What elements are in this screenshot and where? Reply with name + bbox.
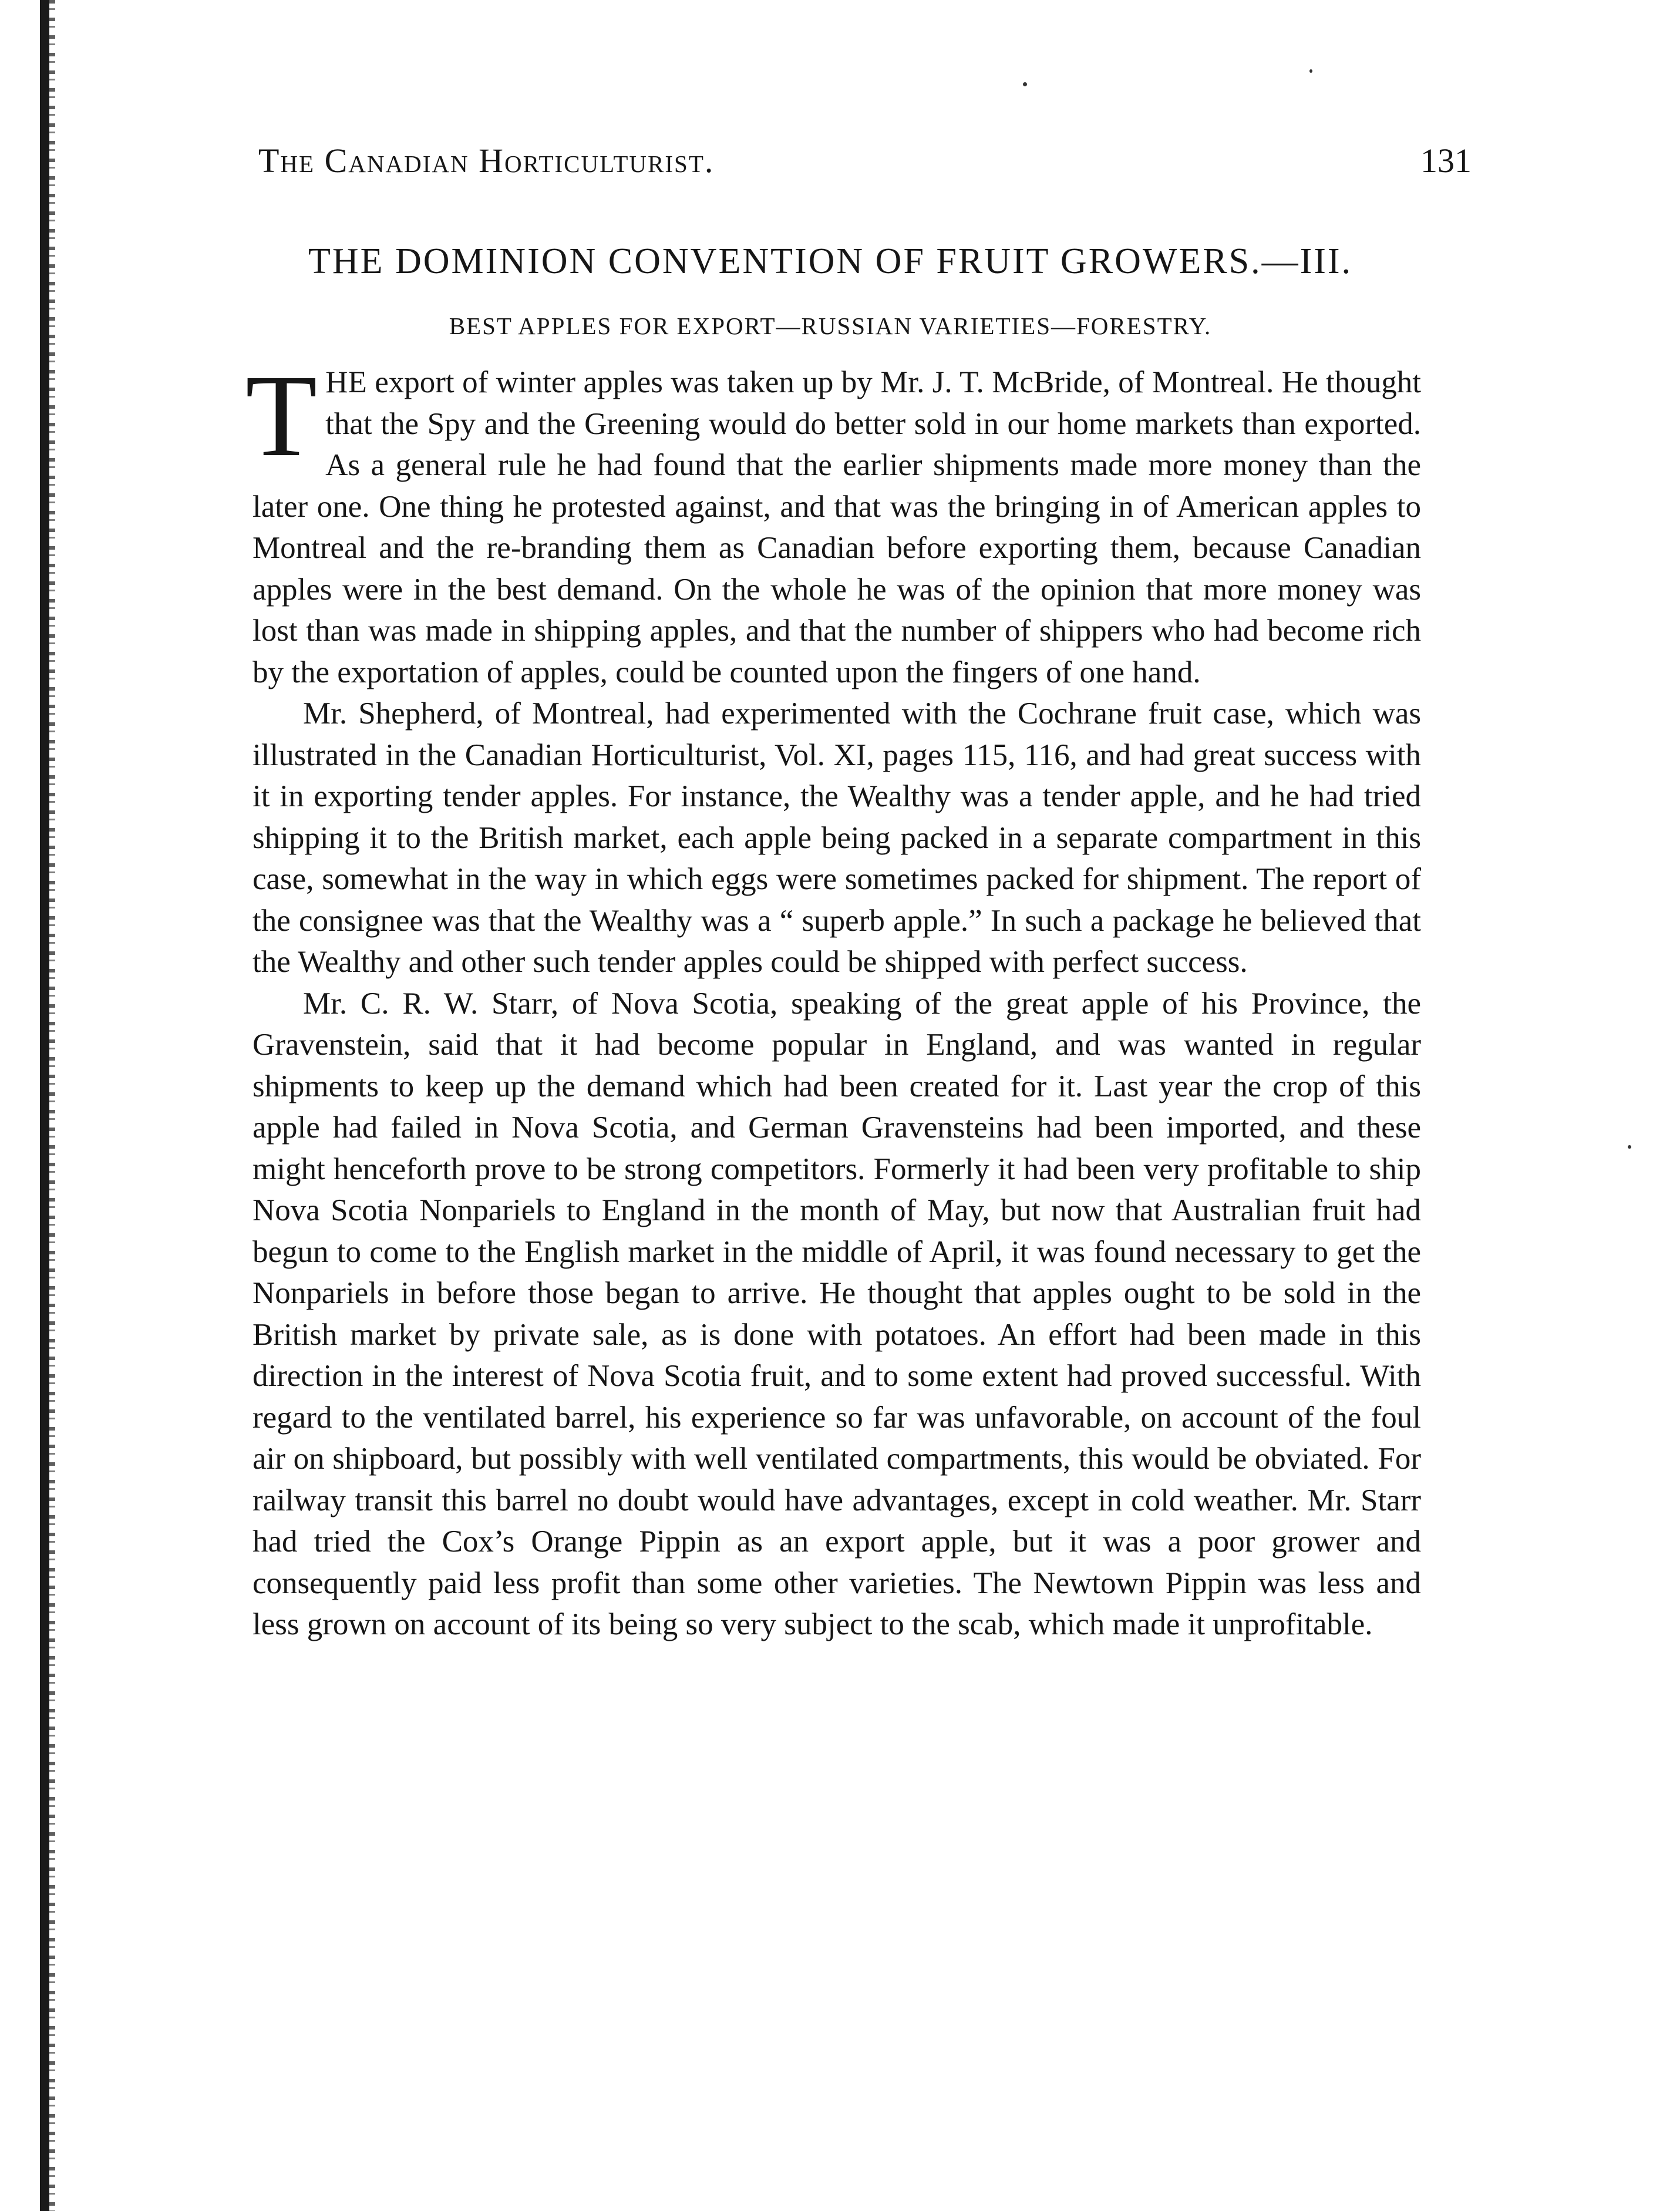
paragraph-1-text: HE export of winter apples was taken up by Mr. J. T. McBride, of Montreal. He thought that the Spy and the Greening would do better sold in our home markets than exported. As a general rule he had found that the earlier shipments made more money than the later one. One thing he protested against, and that was the bringing in of American apples to Montreal and the re-branding them as Canadian before exporting them, because Canadian apples were in the best demand. On the whole he was of the opinion that more money was lost than was made in shipping apples, and that the number of shippers who had become rich by the exportation of apples, could be counted upon the fingers of one hand. [252, 365, 1421, 689]
article-subtitle: BEST APPLES FOR EXPORT—RUSSIAN VARIETIES—FORESTRY. [449, 312, 1212, 339]
scan-speck [1023, 82, 1027, 86]
article-title: THE DOMINION CONVENTION OF FRUIT GROWERS.—III. [308, 241, 1353, 281]
paragraph-1 [245, 351, 1421, 693]
scan-speck [1628, 1145, 1631, 1149]
paragraph-3: Mr. C. R. W. Starr, of Nova Scotia, speaking of the great apple of his Province, the Gravenstein, said that it had become popular in England, and was wanted in regular shipments to keep up the demand which had been created for it. Last year the crop of this apple had failed in Nova Scotia, and German Gravensteins had been imported, and these might henceforth prove to be strong competitors. Formerly it had been very profitable to ship Nova Scotia Nonpariels to England in the month of May, but now that Australian fruit had begun to come to the English market in the middle of April, it was found necessary to get the Nonpariels in before those began to arrive. He thought that apples ought to be sold in the British market by private sale, as is done with potatoes. An effort had been made in this direction in the interest of Nova Scotia fruit, and to some extent had proved successful. With regard to the ventilated barrel, his experience so far was unfavorable, on account of the foul air on shipboard, but possibly with well ventilated compartments, this would be obviated. For railway transit this barrel no doubt would have advantages, except in cold weather. Mr. Starr had tried the Cox’s Orange Pippin as an export apple, but it was a poor grower and consequently paid less profit than some other varieties. The Newtown Pippin was less and less grown on account of its being so very subject to the scab, which made it unprofitable. [252, 986, 1421, 1641]
scan-speck [1309, 69, 1312, 73]
page-number: 131 [1420, 142, 1472, 180]
running-title: The Canadian Horticulturist. [258, 142, 715, 180]
dropcap: T [245, 351, 318, 481]
binding-edge [40, 0, 49, 2211]
article-body [245, 351, 1421, 1645]
running-head [258, 137, 1433, 184]
paragraph-2: Mr. Shepherd, of Montreal, had experimented with the Cochrane fruit case, which was illustrated in the Canadian Horticulturist, Vol. XI, pages 115, 116, and had great success with it in exporting tender apples. For instance, the Wealthy was a tender apple, and he had tried shipping it to the British market, each apple being packed in a separate compartment in this case, somewhat in the way in which eggs were sometimes packed for shipment. The report of the consignee was that the Wealthy was a “ superb apple.” In such a package he believed that the Wealthy and other such tender apples could be shipped with perfect success. [252, 696, 1421, 979]
binding-edge-fray [49, 0, 55, 2211]
